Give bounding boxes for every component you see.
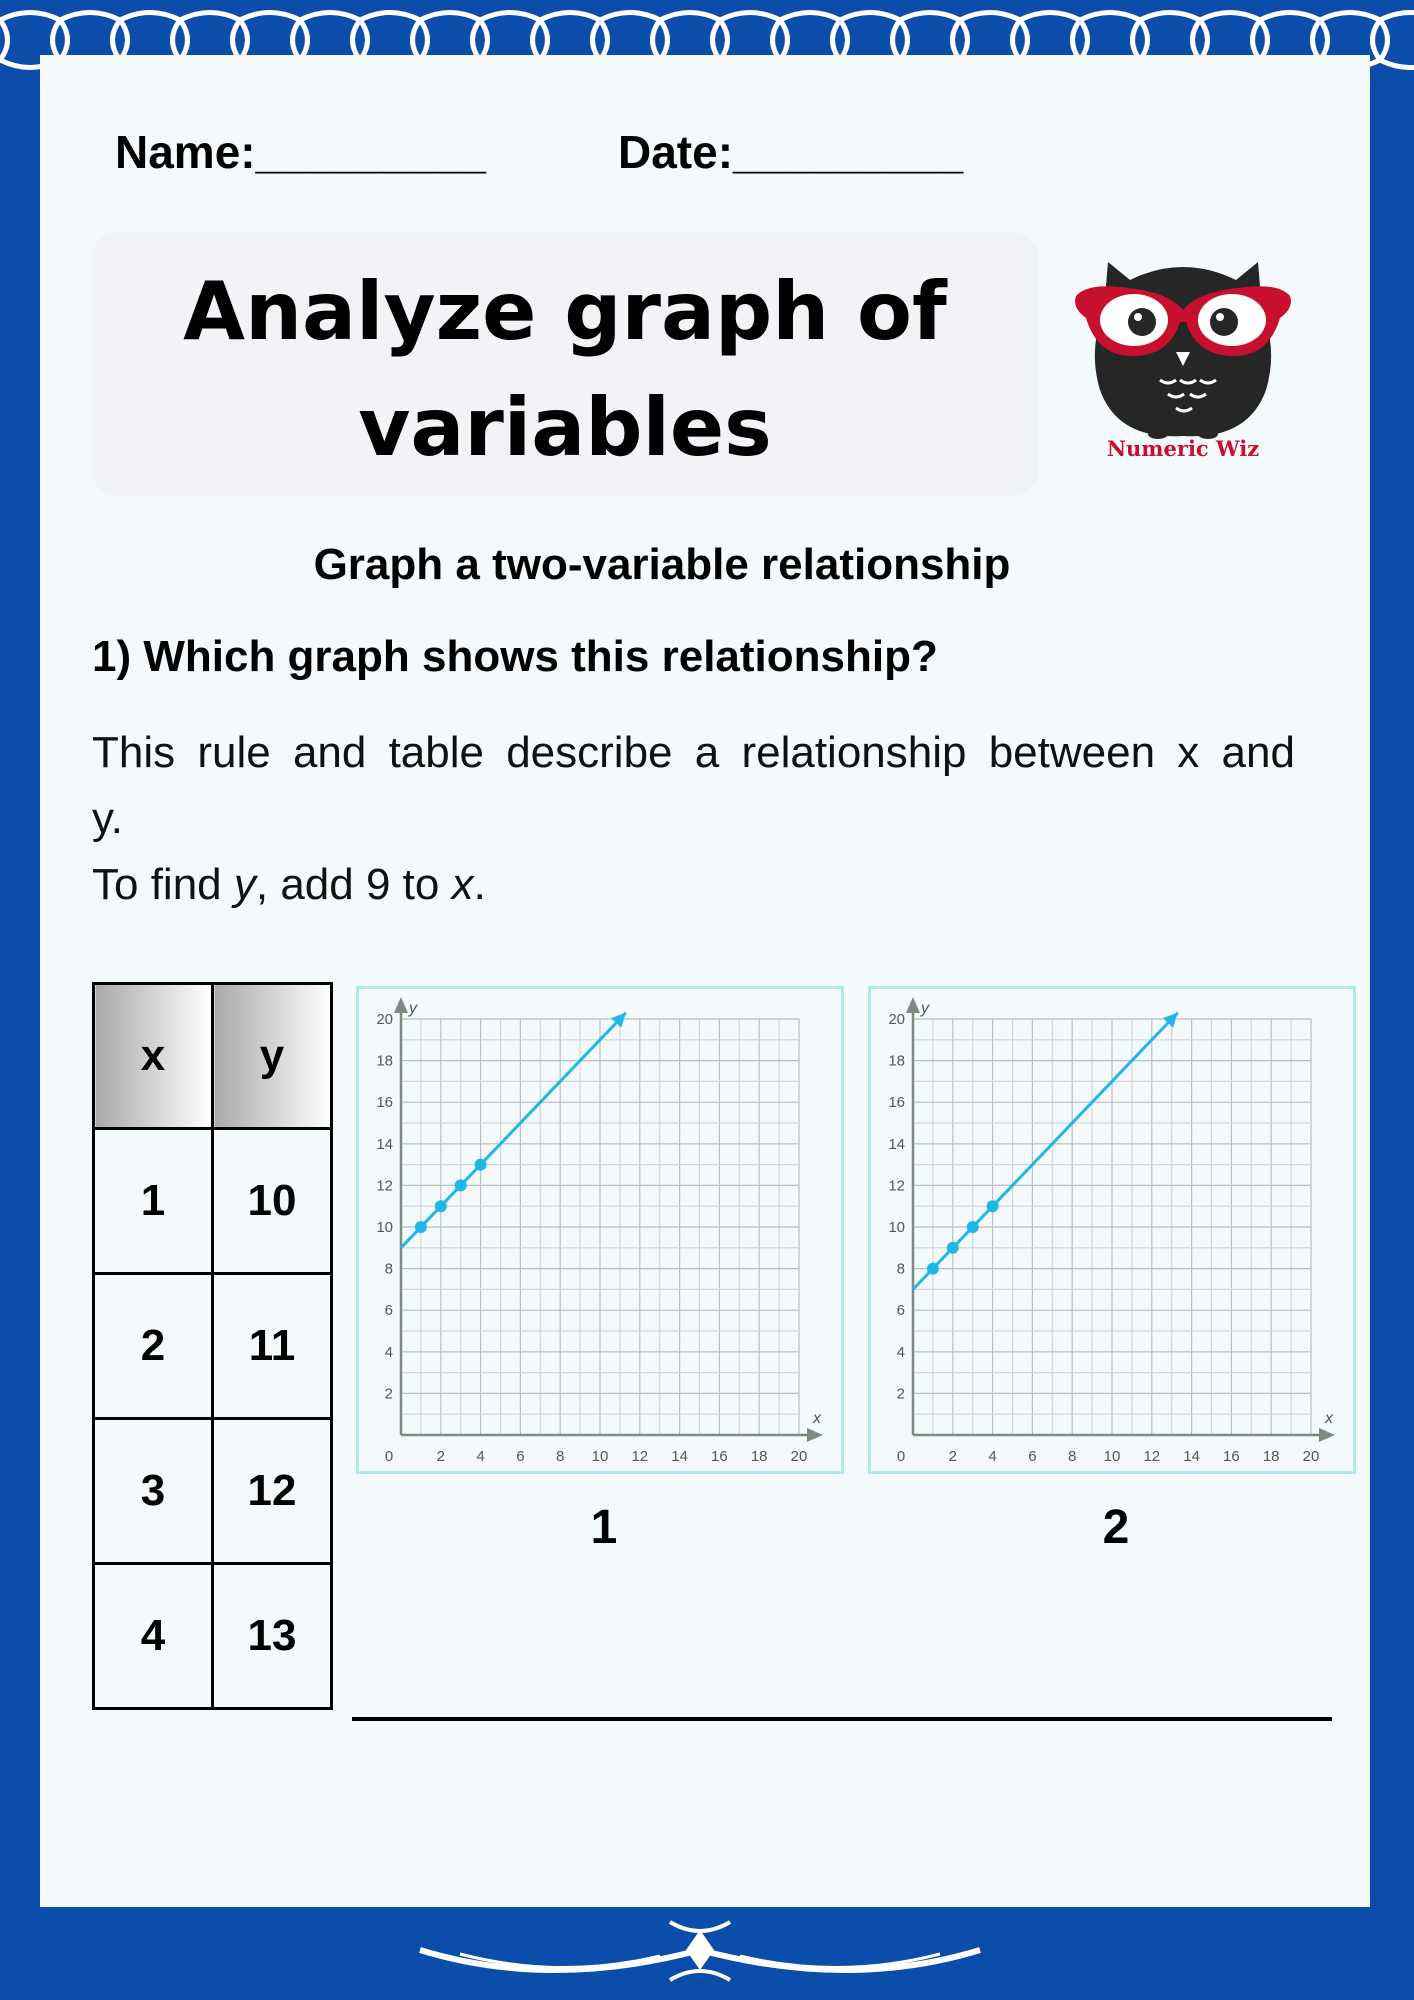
title-line-1: Analyze graph of xyxy=(183,265,947,358)
rule-var-y: y xyxy=(233,860,256,909)
owl-logo-icon xyxy=(1068,240,1298,460)
y-tick-label: 18 xyxy=(888,1052,905,1070)
y-tick-label: 16 xyxy=(888,1094,905,1112)
data-point xyxy=(967,1221,979,1233)
y-axis-label: y xyxy=(921,1000,929,1017)
x-tick-label: 4 xyxy=(988,1448,997,1465)
x-axis-label: x xyxy=(1325,1410,1333,1427)
table-cell-y: 13 xyxy=(213,1564,332,1709)
x-tick-label: 2 xyxy=(436,1448,445,1465)
table-cell-x: 3 xyxy=(94,1419,213,1564)
x-tick-label: 8 xyxy=(556,1448,565,1465)
series-line xyxy=(401,1013,626,1248)
y-tick-label: 12 xyxy=(888,1177,905,1195)
data-point xyxy=(475,1159,487,1171)
y-tick-label: 14 xyxy=(888,1135,905,1153)
x-tick-label: 14 xyxy=(1183,1448,1200,1465)
table-cell-y: 12 xyxy=(213,1419,332,1564)
x-tick-label: 8 xyxy=(1068,1448,1077,1465)
data-point xyxy=(927,1263,939,1275)
line-chart-1 xyxy=(359,989,841,1471)
data-point xyxy=(435,1200,447,1212)
x-axis-label: x xyxy=(813,1410,821,1427)
x-tick-label: 6 xyxy=(1028,1448,1037,1465)
x-tick-label: 10 xyxy=(591,1448,609,1465)
y-tick-label: 8 xyxy=(896,1260,905,1278)
y-tick-label: 4 xyxy=(384,1343,393,1361)
graph-option-1[interactable] xyxy=(356,986,844,1474)
data-point xyxy=(415,1221,427,1233)
y-tick-label: 4 xyxy=(896,1343,905,1361)
x-tick-label: 6 xyxy=(516,1448,525,1465)
x-tick-label: 12 xyxy=(631,1448,649,1465)
y-tick-label: 18 xyxy=(376,1052,393,1070)
table-header-x: x xyxy=(94,984,213,1129)
graph-label-2: 2 xyxy=(1102,1501,1130,1554)
rule-middle: , add 9 to xyxy=(255,860,452,909)
y-tick-label: 12 xyxy=(376,1177,393,1195)
logo-text: Numeric Wiz xyxy=(1106,436,1260,461)
page-title xyxy=(92,254,1038,486)
graph-label-1: 1 xyxy=(590,1501,618,1554)
y-axis-label: y xyxy=(409,1000,417,1017)
x-tick-label: 16 xyxy=(711,1448,728,1465)
graph-option-2[interactable] xyxy=(868,986,1356,1474)
line-chart-2 xyxy=(871,989,1353,1471)
x-tick-label: 0 xyxy=(384,1448,394,1465)
y-tick-label: 10 xyxy=(888,1219,905,1236)
x-tick-label: 18 xyxy=(1262,1448,1280,1465)
data-point xyxy=(455,1179,467,1191)
section-subtitle xyxy=(0,540,1414,590)
y-axis-arrow xyxy=(394,997,408,1013)
y-axis-arrow xyxy=(906,997,920,1013)
y-tick-label: 14 xyxy=(376,1135,393,1153)
x-axis-arrow xyxy=(1319,1428,1335,1442)
rule-var-x: x xyxy=(451,860,474,909)
y-tick-label: 20 xyxy=(888,1011,905,1028)
table-header-row xyxy=(94,984,332,1129)
question-1: 1) Which graph shows this relationship? xyxy=(92,632,938,681)
y-tick-label: 20 xyxy=(376,1011,393,1028)
description-line: This rule and table describe a relationship between x and y. xyxy=(92,728,1295,843)
bottom-flourish-ornament xyxy=(400,1910,1000,2000)
table-row xyxy=(94,1129,332,1274)
x-tick-label: 12 xyxy=(1143,1448,1161,1465)
table-row xyxy=(94,1419,332,1564)
y-tick-label: 2 xyxy=(896,1385,905,1403)
x-tick-label: 18 xyxy=(750,1448,768,1465)
rule-line xyxy=(92,852,1332,918)
x-tick-label: 16 xyxy=(1223,1448,1240,1465)
x-tick-label: 20 xyxy=(790,1448,808,1465)
rule-prefix: To find xyxy=(92,860,234,909)
y-tick-label: 6 xyxy=(896,1302,905,1320)
xy-table xyxy=(92,982,333,1710)
y-tick-label: 10 xyxy=(376,1219,393,1236)
table-cell-y: 11 xyxy=(213,1274,332,1419)
data-point xyxy=(947,1242,959,1254)
subtitle-text: Graph a two-variable relationship xyxy=(313,540,1011,589)
table-cell-y: 10 xyxy=(213,1129,332,1274)
x-tick-label: 0 xyxy=(896,1448,906,1465)
y-tick-label: 8 xyxy=(384,1260,393,1278)
x-tick-label: 20 xyxy=(1302,1448,1320,1465)
x-axis-arrow xyxy=(807,1428,823,1442)
rule-suffix: . xyxy=(473,860,486,909)
y-tick-label: 6 xyxy=(384,1302,393,1320)
y-tick-label: 16 xyxy=(376,1094,393,1112)
data-point xyxy=(987,1200,999,1212)
table-row xyxy=(94,1274,332,1419)
x-tick-label: 4 xyxy=(476,1448,485,1465)
table-cell-x: 1 xyxy=(94,1129,213,1274)
answer-line[interactable] xyxy=(352,1717,1332,1721)
title-line-2: variables xyxy=(358,381,772,474)
y-tick-label: 2 xyxy=(384,1385,393,1403)
date-field[interactable]: Date:_________ xyxy=(618,126,964,178)
name-field[interactable]: Name:_________ xyxy=(115,126,486,178)
table-header-y: y xyxy=(213,984,332,1129)
table-cell-x: 4 xyxy=(94,1564,213,1709)
table-cell-x: 2 xyxy=(94,1274,213,1419)
table-row xyxy=(94,1564,332,1709)
x-tick-label: 2 xyxy=(948,1448,957,1465)
problem-description xyxy=(92,720,1332,918)
x-tick-label: 10 xyxy=(1103,1448,1121,1465)
x-tick-label: 14 xyxy=(671,1448,688,1465)
